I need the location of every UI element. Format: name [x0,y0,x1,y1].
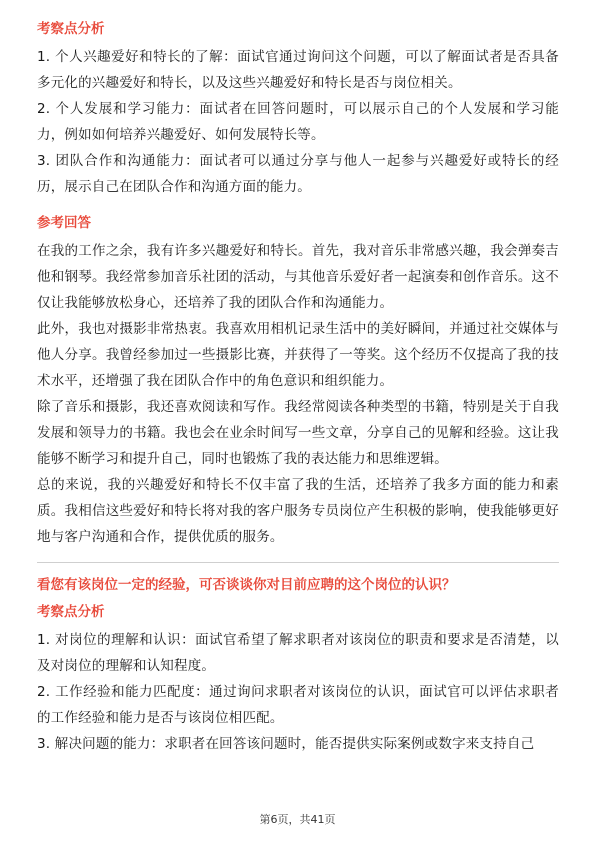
answer-paragraph-3: 除了音乐和摄影，我还喜欢阅读和写作。我经常阅读各种类型的书籍，特别是关于自我发展和领导力的书籍。我也会在业余时间写一些文章，分享自己的见解和经验。这让我能够不断学习和提升自己，同时也锻炼了我的表达能力和思维逻辑。 [37,399,559,467]
section-heading-analysis: 考察点分析 [37,21,105,37]
page-content [37,18,559,757]
answer-paragraph-1: 在我的工作之余，我有许多兴趣爱好和特长。首先，我对音乐非常感兴趣，我会弹奏吉他和钢琴。我经常参加音乐社团的活动，与其他音乐爱好者一起演奏和创作音乐。这不仅让我能够放松身心，还培养了我的团队合作和沟通能力。 [37,243,559,311]
interview-question: 看您有该岗位一定的经验，可否谈谈你对目前应聘的这个岗位的认识？ [37,577,456,593]
analysis2-item-3: 3. 解决问题的能力：求职者在回答该问题时，能否提供实际案例或数字来支持自己 [37,736,535,752]
page-number: 第6页，共41页 [259,813,336,826]
section-heading-analysis-2: 考察点分析 [37,604,105,620]
section-heading-reference-answer: 参考回答 [37,215,91,231]
answer-paragraph-2: 此外，我也对摄影非常热衷。我喜欢用相机记录生活中的美好瞬间，并通过社交媒体与他人分享。我曾经参加过一些摄影比赛，并获得了一等奖。这个经历不仅提高了我的技术水平，还增强了我在团队合作中的角色意识和组织能力。 [37,321,559,389]
section-divider [37,562,559,563]
analysis-item-1: 1. 个人兴趣爱好和特长的了解：面试官通过询问这个问题，可以了解面试者是否具备多元化的兴趣爱好和特长，以及这些兴趣爱好和特长是否与岗位相关。 [37,49,559,91]
analysis2-item-1: 1. 对岗位的理解和认识：面试官希望了解求职者对该岗位的职责和要求是否清楚，以及对岗位的理解和认知程度。 [37,632,559,674]
answer-paragraph-4: 总的来说，我的兴趣爱好和特长不仅丰富了我的生活，还培养了我多方面的能力和素质。我相信这些爱好和特长将对我的客户服务专员岗位产生积极的影响，使我能够更好地与客户沟通和合作，提供优质的服务。 [37,477,559,545]
spacer [37,200,559,212]
analysis-item-2: 2. 个人发展和学习能力：面试者在回答问题时，可以展示自己的个人发展和学习能力，例如如何培养兴趣爱好、如何发展特长等。 [37,101,559,143]
analysis-item-3: 3. 团队合作和沟通能力：面试者可以通过分享与他人一起参与兴趣爱好或特长的经历，展示自己在团队合作和沟通方面的能力。 [37,153,559,195]
analysis2-item-2: 2. 工作经验和能力匹配度：通过询问求职者对该岗位的认识，面试官可以评估求职者的工作经验和能力是否与该岗位相匹配。 [37,684,559,726]
